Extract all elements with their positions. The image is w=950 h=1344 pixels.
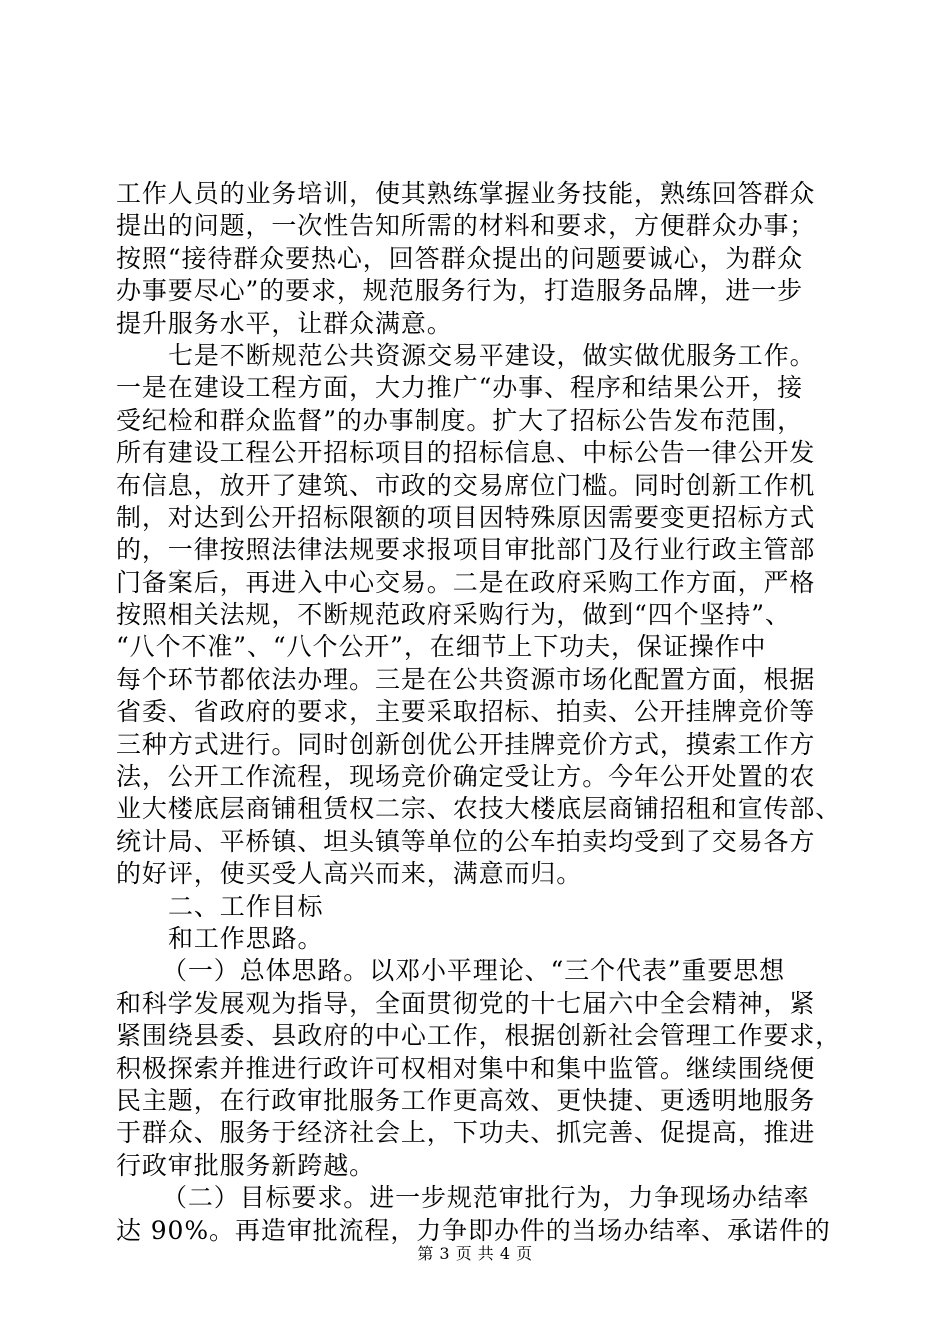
text-line: 于群众、服务于经济社会上，下功夫、抓完善、促提高，推进 <box>116 1118 816 1148</box>
section-heading: 二、工作目标 <box>168 891 324 921</box>
text-line: 一是在建设工程方面，大力推广“办事、程序和结果公开，接 <box>116 373 804 403</box>
paragraph-start-line: （一）总体思路。以邓小平理论、“三个代表”重要思想 <box>162 956 786 986</box>
text-line: 紧围绕县委、县政府的中心工作，根据创新社会管理工作要求， <box>116 1021 842 1051</box>
text-line: 行政审批服务新跨越。 <box>116 1150 376 1180</box>
text-line: 的好评，使买受人高兴而来，满意而归。 <box>116 859 583 889</box>
text-line: 所有建设工程公开招标项目的招标信息、中标公告一律公开发 <box>116 438 816 468</box>
section-heading-continued: 和工作思路。 <box>168 923 324 953</box>
text-line: 三种方式进行。同时创新创优公开挂牌竞价方式，摸索工作方 <box>116 729 816 759</box>
text-line: 门备案后，再进入中心交易。二是在政府采购工作方面，严格 <box>116 567 816 597</box>
document-body <box>116 178 842 1247</box>
text-line: 按照“接待群众要热心，回答群众提出的问题要诚心，为群众 <box>116 243 804 273</box>
text-line: 民主题，在行政审批服务工作更高效、更快捷、更透明地服务 <box>116 1085 816 1115</box>
text-line: 法，公开工作流程，现场竞价确定受让方。今年公开处置的农 <box>116 762 816 792</box>
text-line: “八个不准”、“八个公开”，在细节上下功夫，保证操作中 <box>116 632 767 662</box>
text-line: 办事要尽心”的要求，规范服务行为，打造服务品牌，进一步 <box>116 276 804 306</box>
text-line: 每个环节都依法办理。三是在公共资源市场化配置方面，根据 <box>116 664 816 694</box>
text-line: 业大楼底层商铺租赁权二宗、农技大楼底层商铺招租和宣传部、 <box>116 794 842 824</box>
text-line: 和科学发展观为指导，全面贯彻党的十七届六中全会精神，紧 <box>116 988 816 1018</box>
paragraph-start-line: 七是不断规范公共资源交易平建设，做实做优服务工作。 <box>168 340 816 370</box>
text-line: 统计局、平桥镇、坦头镇等单位的公车拍卖均受到了交易各方 <box>116 826 816 856</box>
text-line: 达 90%。再造审批流程，力争即办件的当场办结率、承诺件的 <box>116 1215 831 1245</box>
text-line: 工作人员的业务培训，使其熟练掌握业务技能，熟练回答群众 <box>116 179 816 208</box>
text-line: 的，一律按照法律法规要求报项目审批部门及行业行政主管部 <box>116 535 816 565</box>
page-number-footer: 第 3 页 共 4 页 <box>417 1244 533 1263</box>
text-line: 按照相关法规，不断规范政府采购行为，做到“四个坚持”、 <box>116 600 791 630</box>
text-line: 制，对达到公开招标限额的项目因特殊原因需要变更招标方式 <box>116 502 816 532</box>
paragraph-start-line: （二）目标要求。进一步规范审批行为，力争现场办结率 <box>162 1183 810 1213</box>
text-line: 布信息，放开了建筑、市政的交易席位门槛。同时创新工作机 <box>116 470 816 500</box>
text-line: 受纪检和群众监督”的办事制度。扩大了招标公告发布范围， <box>116 405 804 435</box>
text-line: 提升服务水平，让群众满意。 <box>116 308 453 338</box>
text-line: 积极探索并推进行政许可权相对集中和集中监管。继续围绕便 <box>116 1053 816 1083</box>
text-line: 省委、省政府的要求，主要采取招标、拍卖、公开挂牌竞价等 <box>116 697 816 727</box>
text-line: 提出的问题，一次性告知所需的材料和要求，方便群众办事； <box>116 211 816 241</box>
